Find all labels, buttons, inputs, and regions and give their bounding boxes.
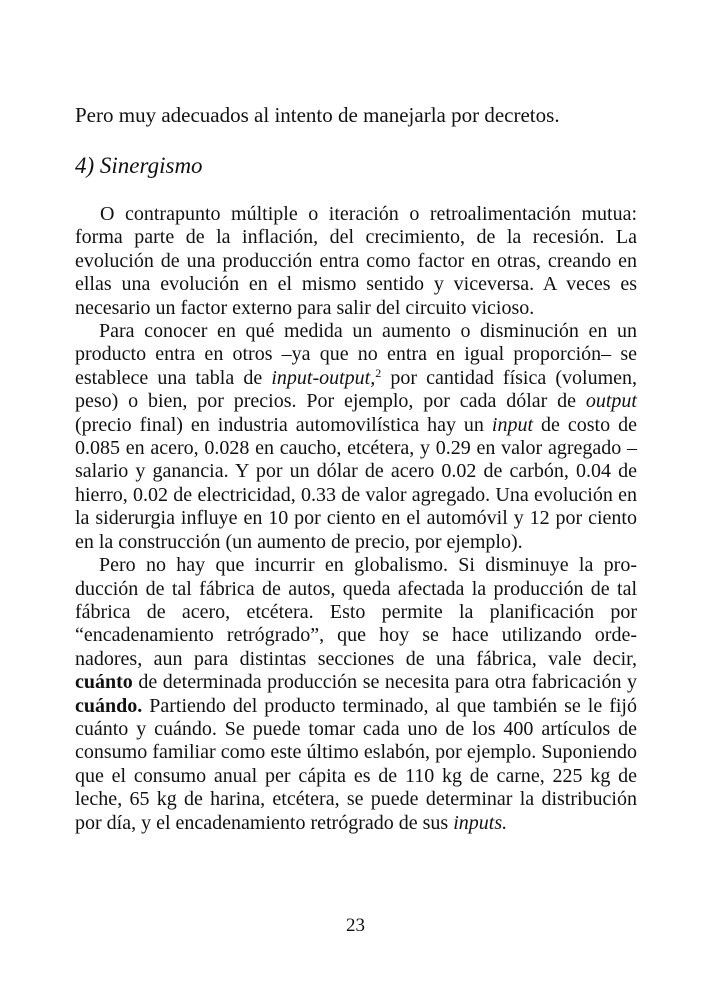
section-heading: 4) Sinergismo xyxy=(75,153,203,178)
term-inputs: inputs. xyxy=(453,811,508,834)
paragraph-3-text-b: de determinada producción se necesita para otra fabricación y xyxy=(132,671,637,694)
paragraph-3 xyxy=(75,554,637,835)
body-text xyxy=(75,203,637,835)
paragraph-3-text-c: Partiendo del producto terminado, al que también se le fijó cuánto y cuándo. Se puede tomar cada uno de los 400 artículos de consumo familiar como este último eslabón, por ejemplo. Suponiendo que el consumo anual per cápita es de 110 kg de carne, 225 kg de leche, 65 kg de harina, etcétera, se puede determinar la distribución por día, y el encadenamiento retrógrado de sus xyxy=(75,694,637,834)
paragraph-2-text-a: Para conocer en qué medida un aumento o disminución en un producto entra en otros –ya que no entra en igual proporción– se establece una tabla de xyxy=(75,320,637,389)
paragraph-3-text-a: Pero no hay que incurrir en globalismo. Si disminuye la producción de tal fábrica de autos, queda afectada la producción de tal fábrica de acero, etcétera. Esto permite la planificación por “encadenamiento retrógrado”, que hoy se hace utilizando ordenadores, aun para distintas secciones de una fábrica, vale decir, xyxy=(75,554,637,670)
paragraph-2-text-d: de costo de 0.085 en acero, 0.028 en caucho, etcétera, y 0.29 en valor agregado –salario y ganancia. Y por un dólar de acero 0.02 de carbón, 0.04 de hierro, 0.02 de electricidad, 0.33 de valor agregado. Una evolución en la siderurgia influye en 10 por ciento en el automóvil y 12 por ciento en la construcción (un aumento de precio, por ejemplo). xyxy=(75,413,637,553)
paragraph-2 xyxy=(75,320,637,554)
paragraph-1: O contrapunto múltiple o iteración o retroalimentación mutua: forma parte de la inflación, del crecimiento, de la recesión. La evolución de una producción entra como factor en otras, creando en ellas una evolución en el mismo sentido y viceversa. A veces es necesario un factor externo para salir del circuito vicioso. xyxy=(75,203,637,319)
term-output: output xyxy=(585,390,637,413)
bold-cuando: cuándo. xyxy=(75,694,143,717)
page-number: 23 xyxy=(346,915,365,936)
intro-line: Pero muy adecuados al intento de manejarla por decretos. xyxy=(75,103,560,127)
paragraph-2-text-b: por cantidad física (volumen, peso) o bien, por precios. Por ejemplo, por cada dólar de xyxy=(75,366,637,413)
term-input: input xyxy=(491,413,534,436)
paragraph-2-text-c: (precio final) en industria automovilística hay un xyxy=(75,413,492,436)
term-input-output: input-output, xyxy=(271,366,376,389)
bold-cuanto: cuánto xyxy=(75,671,133,694)
footnote-marker: 2 xyxy=(375,365,382,380)
